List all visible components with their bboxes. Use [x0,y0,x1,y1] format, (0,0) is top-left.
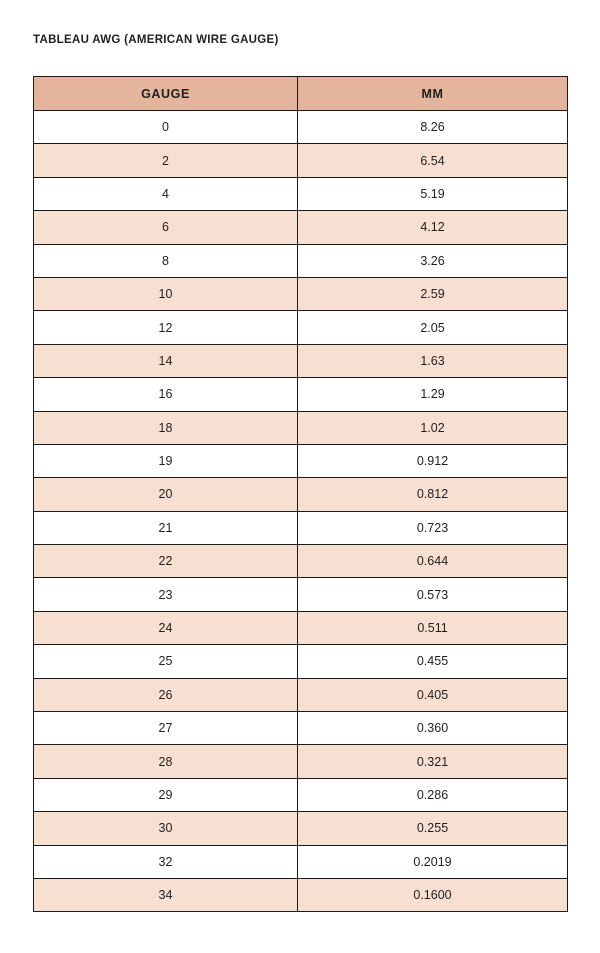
table-row [34,611,568,644]
cell-gauge: 22 [34,545,298,578]
table-row [34,211,568,244]
cell-gauge: 0 [34,111,298,144]
cell-mm: 5.19 [298,177,568,210]
cell-mm: 1.63 [298,344,568,377]
table-row [34,478,568,511]
cell-gauge: 10 [34,277,298,310]
table-row [34,745,568,778]
awg-table [33,76,568,912]
cell-gauge: 30 [34,812,298,845]
cell-gauge: 12 [34,311,298,344]
table-row [34,244,568,277]
table-row [34,177,568,210]
cell-mm: 0.286 [298,778,568,811]
cell-gauge: 32 [34,845,298,878]
cell-gauge: 27 [34,712,298,745]
table-body [34,111,568,912]
cell-mm: 0.812 [298,478,568,511]
cell-gauge: 6 [34,211,298,244]
cell-gauge: 2 [34,144,298,177]
cell-gauge: 34 [34,878,298,911]
table-row [34,812,568,845]
cell-mm: 0.723 [298,511,568,544]
cell-mm: 0.644 [298,545,568,578]
table-row [34,378,568,411]
cell-gauge: 4 [34,177,298,210]
table-row [34,712,568,745]
cell-gauge: 24 [34,611,298,644]
cell-mm: 0.1600 [298,878,568,911]
cell-mm: 0.912 [298,444,568,477]
table-row [34,845,568,878]
table-row [34,411,568,444]
table-row [34,144,568,177]
cell-gauge: 23 [34,578,298,611]
cell-mm: 0.405 [298,678,568,711]
table-row [34,311,568,344]
table-row [34,111,568,144]
table-row [34,344,568,377]
cell-mm: 0.573 [298,578,568,611]
cell-gauge: 18 [34,411,298,444]
cell-mm: 0.255 [298,812,568,845]
cell-gauge: 21 [34,511,298,544]
cell-mm: 0.455 [298,645,568,678]
table-row [34,578,568,611]
cell-mm: 1.29 [298,378,568,411]
column-header-gauge: GAUGE [34,77,298,111]
cell-mm: 2.59 [298,277,568,310]
table-row [34,778,568,811]
table-row [34,444,568,477]
cell-mm: 0.2019 [298,845,568,878]
table-header-row [34,77,568,111]
cell-mm: 3.26 [298,244,568,277]
cell-mm: 1.02 [298,411,568,444]
table-header [34,77,568,111]
table-row [34,645,568,678]
cell-mm: 4.12 [298,211,568,244]
cell-gauge: 29 [34,778,298,811]
cell-gauge: 19 [34,444,298,477]
awg-table-container [33,76,567,912]
cell-mm: 0.360 [298,712,568,745]
cell-gauge: 20 [34,478,298,511]
table-row [34,678,568,711]
cell-mm: 8.26 [298,111,568,144]
cell-mm: 0.511 [298,611,568,644]
cell-mm: 0.321 [298,745,568,778]
cell-gauge: 28 [34,745,298,778]
column-header-mm: MM [298,77,568,111]
table-row [34,277,568,310]
cell-gauge: 26 [34,678,298,711]
cell-gauge: 16 [34,378,298,411]
cell-gauge: 14 [34,344,298,377]
table-row [34,545,568,578]
cell-mm: 6.54 [298,144,568,177]
cell-gauge: 8 [34,244,298,277]
cell-gauge: 25 [34,645,298,678]
table-row [34,511,568,544]
page-title: TABLEAU AWG (AMERICAN WIRE GAUGE) [33,34,279,46]
cell-mm: 2.05 [298,311,568,344]
table-row [34,878,568,911]
